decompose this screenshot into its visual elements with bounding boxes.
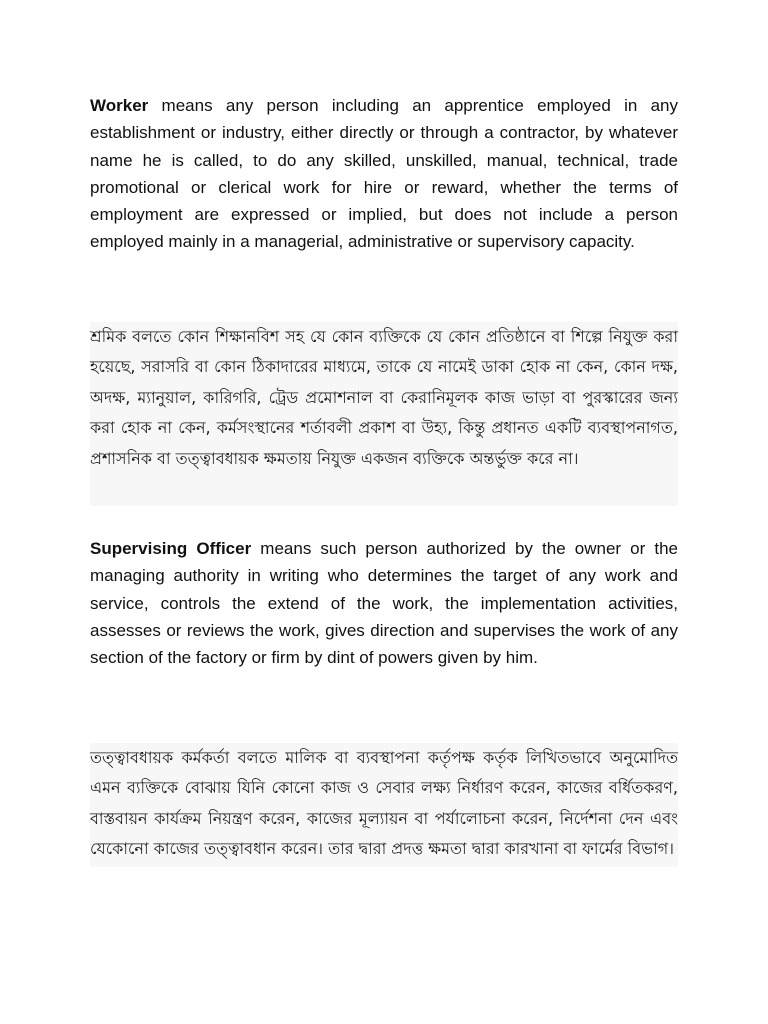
supervising-officer-definition-text: means such person authorized by the owner or the managing authority in writing who determines the target of any work and service, controls the extend of the work, the implementation activities, assesses or reviews the work, gives direction and supervises the work of any section of the factory or firm by dint of powers given by him. xyxy=(90,539,678,668)
supervising-officer-definition-english xyxy=(90,535,678,671)
supervising-officer-definition-bangla: তত্ত্বাবধায়ক কর্মকর্তা বলতে মালিক বা ব্যবস্থাপনা কর্তৃপক্ষ কর্তৃক লিখিতভাবে অনুমোদিত এমন ব্যক্তিকে বোঝায় যিনি কোনো কাজ ও সেবার লক্ষ্য নির্ধারণ করেন, কাজের বর্ধিতকরণ, বাস্তবায়ন কার্যক্রম নিয়ন্ত্রণ করেন, কাজের মূল্যায়ন বা পর্যালোচনা করেন, নির্দেশনা দেন এবং যেকোনো কাজের তত্ত্বাবধান করেন। তার দ্বারা প্রদত্ত ক্ষমতা দ্বারা কারখানা বা ফার্মের বিভাগ। xyxy=(90,743,678,867)
term-worker: Worker xyxy=(90,96,149,115)
worker-definition-english xyxy=(90,92,678,256)
term-supervising-officer: Supervising Officer xyxy=(90,539,252,558)
worker-definition-bangla: শ্রমিক বলতে কোন শিক্ষানবিশ সহ যে কোন ব্যক্তিকে যে কোন প্রতিষ্ঠানে বা শিল্পে নিযুক্ত করা হয়েছে, সরাসরি বা কোন ঠিকাদারের মাধ্যমে, তাকে যে নামেই ডাকা হোক না কেন, কোন দক্ষ, অদক্ষ, ম্যানুয়াল, কারিগরি, ট্রেড প্রমোশনাল বা কেরানিমূলক কাজ ভাড়া বা পুরস্কারের জন্য করা হোক না কেন, কর্মসংস্থানের শর্তাবলী প্রকাশ বা উহ্য, কিন্তু প্রধানত একটি ব্যবস্থাপনাগত, প্রশাসনিক বা তত্ত্বাবধায়ক ক্ষমতায় নিযুক্ত একজন ব্যক্তিকে অন্তর্ভুক্ত করে না। xyxy=(90,322,678,506)
worker-definition-text: means any person including an apprentice employed in any establishment or industry, either directly or through a contractor, by whatever name he is called, to do any skilled, unskilled, manual, technical, trade promotional or clerical work for hire or reward, whether the terms of employment are expressed or implied, but does not include a person employed mainly in a managerial, administrative or supervisory capacity. xyxy=(90,96,678,252)
